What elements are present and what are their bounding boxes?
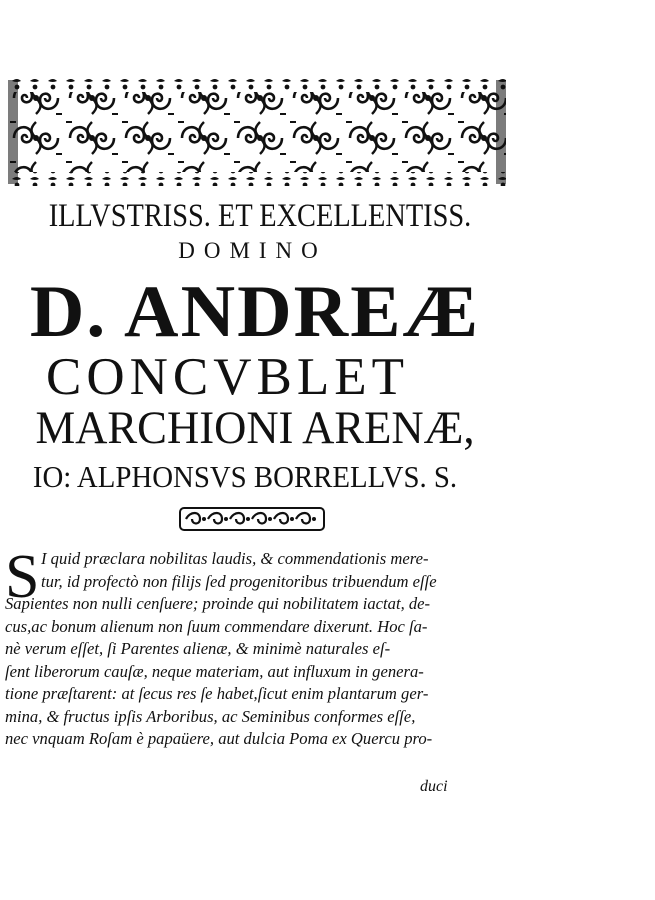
heading-line-domino: DOMINO xyxy=(178,238,327,263)
heading-line-marchioni: MARCHIONI ARENÆ, xyxy=(35,402,475,454)
text-line: cus,ac bonum alienum non ſuum commendare dixerunt. Hoc ſa- xyxy=(5,616,428,636)
text-line: ſent liberorum cauſæ, neque materiam, aut influxum in genera- xyxy=(5,661,424,681)
drop-cap-initial: S xyxy=(5,543,40,611)
text-line: mina, & fructus ipſis Arboribus, ac Seminibus conformes eſſe, xyxy=(5,706,416,726)
text-line: nec vnquam Roſam è papaüere, aut dulcia Poma ex Quercu pro- xyxy=(5,729,433,748)
text-line: I quid præclara nobilitas laudis, & commendationis mere- xyxy=(41,549,429,568)
decorative-flourish-ornament xyxy=(178,506,326,532)
text-line: nè verum eſſet, ſi Parentes alienæ, & minimè naturales eſ- xyxy=(5,639,391,658)
text-line: tione præſtarent: at ſecus res ſe habet,ſicut enim plantarum ger- xyxy=(5,684,429,703)
text-line: Sapientes non nulli cenſuere; proinde qui nobilitatem iactat, de- xyxy=(5,594,431,613)
text-line: tur, id profectò non filijs ſed progenitoribus tribuendum eſſe xyxy=(41,571,437,591)
heading-line-concublet: CONCVBLET xyxy=(46,348,409,406)
decorative-headpiece-ornament xyxy=(8,78,506,188)
heading-line-author: IO: ALPHONSVS BORRELLVS. S. xyxy=(32,459,458,494)
heading-line-andreae: D. ANDREÆ xyxy=(29,271,481,353)
body-paragraph xyxy=(5,543,505,751)
heading-line-illustriss: ILLVSTRISS. ET EXCELLENTISS. xyxy=(48,198,472,234)
catchword: duci xyxy=(420,778,448,795)
